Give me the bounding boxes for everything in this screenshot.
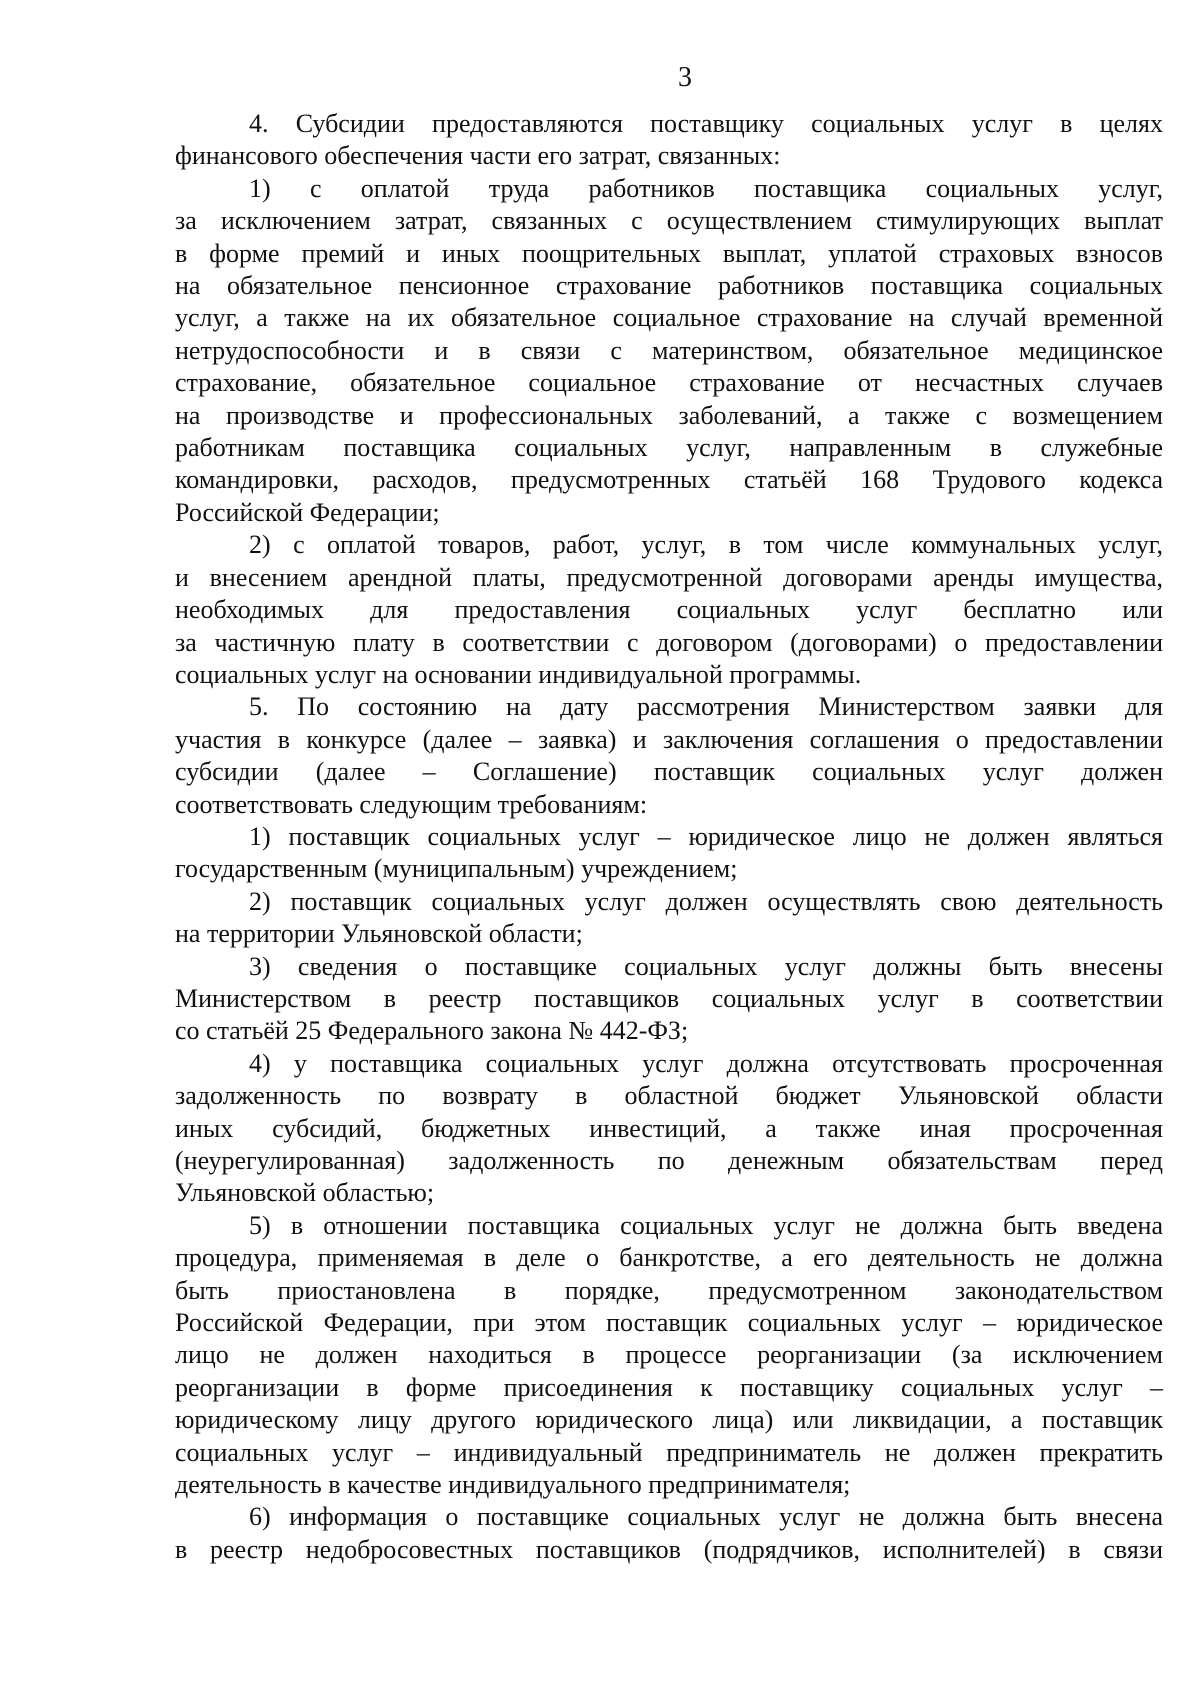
text-line: Министерством в реестр поставщиков социальных услуг в соответствии <box>175 983 1163 1013</box>
text-line: иных субсидий, бюджетных инвестиций, а также иная просроченная <box>175 1113 1163 1143</box>
text-line: (неурегулированная) задолженность по денежным обязательствам перед <box>175 1146 1163 1175</box>
text-line: на производстве и профессиональных заболеваний, а также с возмещением <box>175 400 1163 430</box>
text-line: командировки, расходов, предусмотренных статьёй 168 Трудового кодекса <box>175 465 1163 495</box>
text-line: 4. Субсидии предоставляются поставщику социальных услуг в целях <box>249 109 1163 138</box>
text-line: задолженность по возврату в областной бюджет Ульяновской области <box>175 1081 1163 1111</box>
text-line: в форме премий и иных поощрительных выплат, уплатой страховых взносов <box>175 238 1163 268</box>
text-line: государственным (муниципальным) учреждением; <box>175 854 738 884</box>
text-line: юридическому лицу другого юридического лица) или ликвидации, а поставщик <box>175 1405 1163 1435</box>
text-line: за частичную плату в соответствии с договором (договорами) о предоставлении <box>175 627 1163 657</box>
text-line: 2) поставщик социальных услуг должен осуществлять свою деятельность <box>249 886 1163 916</box>
text-line: 1) поставщик социальных услуг – юридическое лицо не должен являться <box>249 821 1163 851</box>
text-line: на обязательное пенсионное страхование работников поставщика социальных <box>175 271 1163 301</box>
text-line: 1) с оплатой труда работников поставщика социальных услуг, <box>249 173 1163 203</box>
text-line: на территории Ульяновской области; <box>175 919 583 949</box>
text-line: необходимых для предоставления социальных услуг бесплатно или <box>175 595 1163 625</box>
text-line: финансового обеспечения части его затрат, связанных: <box>175 141 781 171</box>
text-line: быть приостановлена в порядке, предусмотренном законодательством <box>175 1275 1163 1305</box>
text-line: участия в конкурсе (далее – заявка) и заключения соглашения о предоставлении <box>175 724 1163 754</box>
text-line: субсидии (далее – Соглашение) поставщик социальных услуг должен <box>175 757 1163 787</box>
text-line: со статьёй 25 Федерального закона № 442-ФЗ; <box>175 1016 689 1046</box>
text-line: Российской Федерации; <box>175 497 440 527</box>
text-line: за исключением затрат, связанных с осуществлением стимулирующих выплат <box>175 206 1163 236</box>
text-line: 5) в отношении поставщика социальных услуг не должна быть введена <box>249 1210 1163 1240</box>
text-line: 6) информация о поставщике социальных услуг не должна быть внесена <box>249 1502 1163 1532</box>
text-line: лицо не должен находиться в процессе реорганизации (за исключением <box>175 1340 1163 1370</box>
page-number: 3 <box>678 62 692 93</box>
text-line: 5. По состоянию на дату рассмотрения Министерством заявки для <box>249 692 1163 722</box>
text-line: 3) сведения о поставщике социальных услуг должны быть внесены <box>249 951 1163 981</box>
text-line: страхование, обязательное социальное страхование от несчастных случаев <box>175 368 1163 398</box>
text-line: социальных услуг на основании индивидуальной программы. <box>175 659 862 689</box>
text-line: 4) у поставщика социальных услуг должна отсутствовать просроченная <box>249 1048 1163 1078</box>
text-line: Российской Федерации, при этом поставщик социальных услуг – юридическое <box>175 1308 1163 1338</box>
text-line: процедура, применяемая в деле о банкротстве, а его деятельность не должна <box>175 1243 1163 1273</box>
text-line: услуг, а также на их обязательное социальное страхование на случай временной <box>175 303 1163 333</box>
text-line: Ульяновской областью; <box>175 1178 435 1208</box>
document-body <box>175 108 1163 1566</box>
text-line: в реестр недобросовестных поставщиков (подрядчиков, исполнителей) в связи <box>175 1534 1163 1564</box>
text-line: реорганизации в форме присоединения к поставщику социальных услуг – <box>175 1372 1163 1402</box>
text-line: и внесением арендной платы, предусмотренной договорами аренды имущества, <box>175 562 1163 592</box>
text-line: социальных услуг – индивидуальный предприниматель не должен прекратить <box>175 1437 1163 1467</box>
text-line: соответствовать следующим требованиям: <box>175 789 648 819</box>
text-line: 2) с оплатой товаров, работ, услуг, в том числе коммунальных услуг, <box>249 530 1163 560</box>
text-line: работникам поставщика социальных услуг, направленным в служебные <box>175 433 1163 463</box>
text-line: нетрудоспособности и в связи с материнством, обязательное медицинское <box>175 335 1163 365</box>
text-line: деятельность в качестве индивидуального предпринимателя; <box>175 1470 851 1500</box>
